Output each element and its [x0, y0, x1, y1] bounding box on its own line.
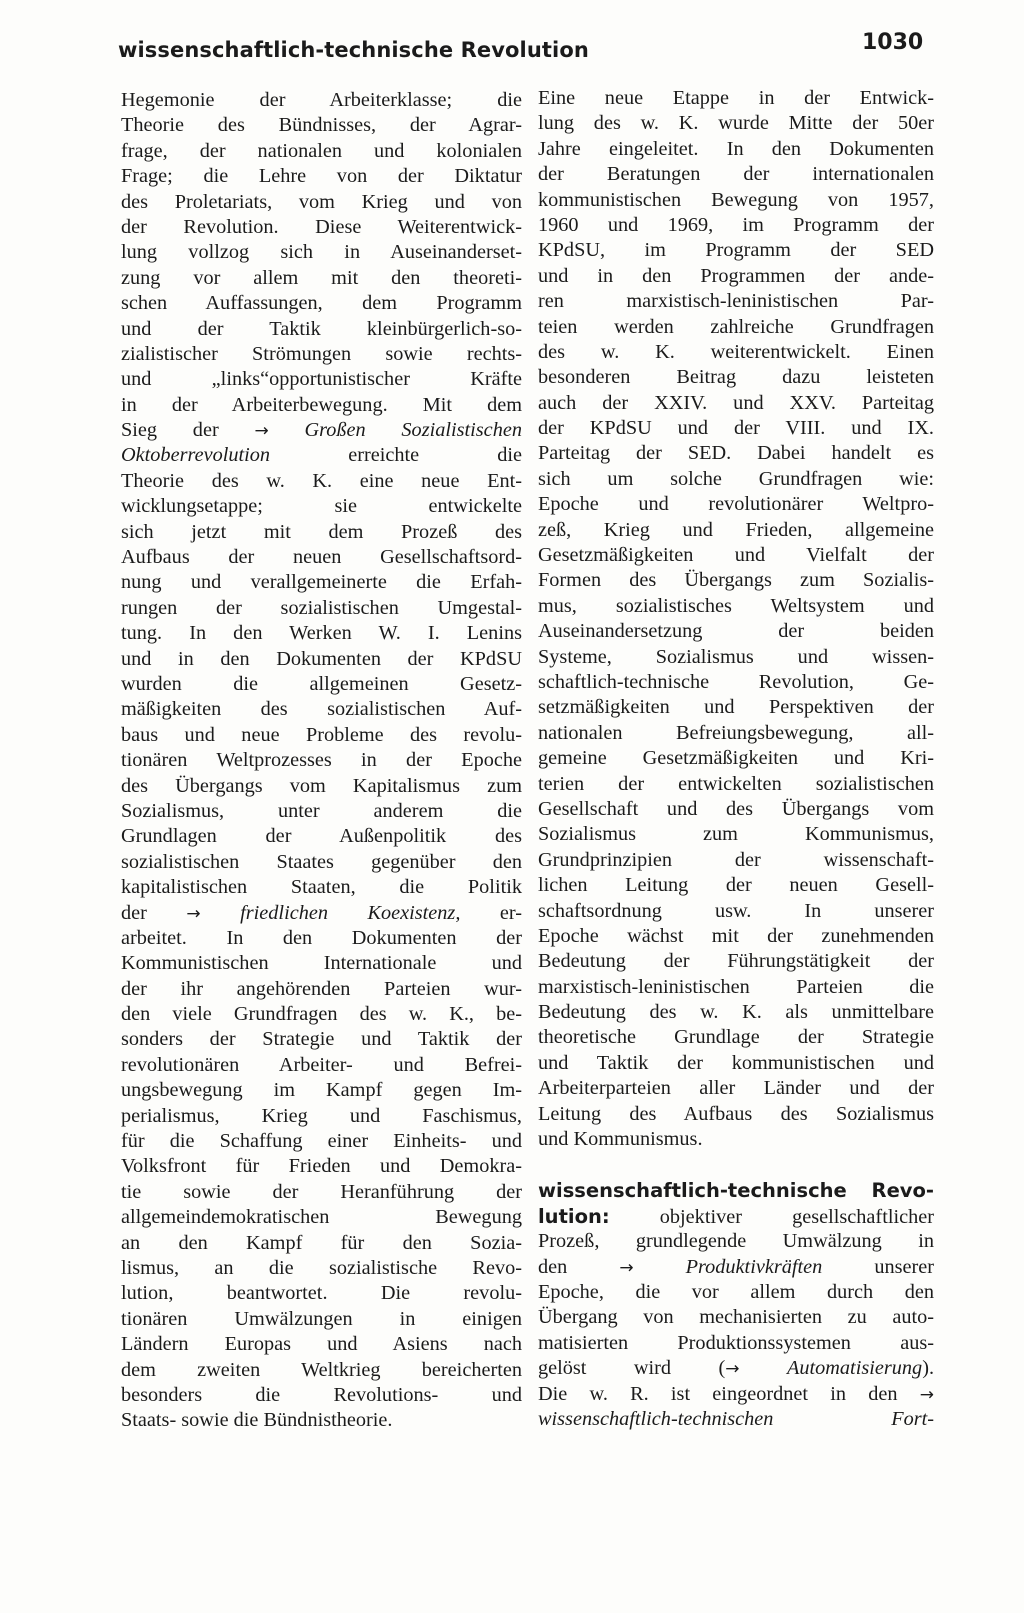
- text-line: Leitung des Aufbaus des Sozialismus: [538, 1102, 934, 1125]
- text-line: den viele Grundfragen des w. K., be-: [121, 1003, 522, 1026]
- text-line: Aufbaus der neuen Gesellschaftsord-: [121, 546, 522, 569]
- text-run: gelöst wird (: [538, 1357, 726, 1380]
- text-line: setzmäßigkeiten und Perspektiven der: [538, 696, 934, 719]
- text-line: mäßigkeiten des sozialistischen Auf-: [121, 698, 522, 721]
- text-line: sozialistischen Staates gegenüber den: [121, 850, 522, 873]
- text-line: revolutionären Arbeiter- und Befrei-: [121, 1053, 522, 1076]
- text-line: Theorie des w. K. eine neue Ent-: [121, 469, 522, 492]
- text-line: zung vor allem mit den theoreti-: [121, 266, 522, 289]
- text-line: rungen der sozialistischen Umgestal-: [121, 596, 522, 619]
- cross-reference-arrow-icon: →: [186, 903, 201, 924]
- text-line: allgemeindemokratischen Bewegung: [121, 1206, 522, 1229]
- text-line: schen Auffassungen, dem Programm: [121, 292, 522, 315]
- text-line: und Taktik der kommunistischen und: [538, 1051, 934, 1074]
- text-line: Volksfront für Frieden und Demokra-: [121, 1155, 522, 1178]
- cross-reference-arrow-icon: →: [725, 1359, 740, 1380]
- text-line: der Revolution. Diese Weiterentwick-: [121, 215, 522, 238]
- text-line: baus und neue Probleme des revolu-: [121, 723, 522, 746]
- entry-separator: [538, 1152, 934, 1178]
- text-line: lution, beantwortet. Die revolu-: [121, 1282, 522, 1305]
- left-column: [121, 88, 522, 1434]
- text-line: [121, 901, 522, 926]
- text-line: Prozeß, grundlegende Umwälzung in: [538, 1230, 934, 1253]
- cross-reference-arrow-icon: →: [254, 421, 269, 442]
- text-line: besonders die Revolutions- und: [121, 1383, 522, 1406]
- text-run: der: [121, 901, 147, 924]
- text-line: an den Kampf für den Sozia-: [121, 1231, 522, 1254]
- text-line: Staats- sowie die Bündnistheorie.: [121, 1409, 393, 1432]
- text-line: Sozialismus, unter anderem die: [121, 799, 522, 822]
- text-line: tie sowie der Heranführung der: [121, 1180, 522, 1203]
- text-line: lung vollzog sich in Auseinanderset-: [121, 241, 522, 264]
- text-line: Systeme, Sozialismus und wissen-: [538, 645, 934, 668]
- text-line: gemeine Gesetzmäßigkeiten und Kri-: [538, 747, 934, 770]
- text-line: des Proletariats, vom Krieg und von: [121, 190, 522, 213]
- text-line: Epoche wächst mit der zunehmenden: [538, 924, 934, 947]
- text-line: schaftsordnung usw. In unserer: [538, 899, 934, 922]
- text-line: und der Taktik kleinbürgerlich-so-: [121, 317, 522, 340]
- text-line: perialismus, Krieg und Faschismus,: [121, 1104, 522, 1127]
- text-line: Gesellschaft und des Übergangs vom: [538, 797, 934, 820]
- text-line: Jahre eingeleitet. In den Dokumenten: [538, 137, 934, 160]
- text-line: Bedeutung der Führungstätigkeit der: [538, 950, 934, 973]
- cross-reference-link[interactable]: Produktivkräften: [685, 1255, 823, 1278]
- text-run: erreichte die: [348, 444, 522, 467]
- text-line: des Übergangs vom Kapitalismus zum: [121, 774, 522, 797]
- text-line: tionären Umwälzungen in einigen: [121, 1307, 522, 1330]
- text-line: besonderen Beitrag dazu leisteten: [538, 366, 934, 389]
- text-line: [538, 1255, 934, 1280]
- text-line: terien der entwickelten sozialistischen: [538, 772, 934, 795]
- text-line: nung und verallgemeinerte die Erfah-: [121, 571, 522, 594]
- text-line: ren marxistisch-leninistischen Par-: [538, 290, 934, 313]
- text-line: auch der XXIV. und XXV. Parteitag: [538, 391, 934, 414]
- text-line: [538, 1356, 934, 1381]
- cross-reference-link[interactable]: Großen Sozialistischen: [304, 419, 522, 442]
- text-line: lung des w. K. wurde Mitte der 50er: [538, 112, 934, 135]
- text-line: Übergang von mechanisierten zu auto-: [538, 1306, 934, 1329]
- text-line: und in den Programmen der ande-: [538, 264, 934, 287]
- text-line: Auseinandersetzung der beiden: [538, 620, 934, 643]
- cross-reference-link[interactable]: Fort-: [891, 1407, 934, 1430]
- text-line: [538, 1178, 934, 1203]
- text-line: Eine neue Etappe in der Entwick-: [538, 87, 934, 109]
- text-line: des w. K. weiterentwickelt. Einen: [538, 340, 934, 363]
- text-line: Grundprinzipien der wissenschaft-: [538, 848, 934, 871]
- text-line: Epoche, die vor allem durch den: [538, 1280, 934, 1303]
- text-line: [121, 443, 522, 468]
- running-head: wissenschaftlich-technische Revolution: [118, 38, 589, 62]
- entry-headword: wissenschaftlich-technische Revo-: [538, 1179, 934, 1203]
- text-line: Parteitag der SED. Dabei handelt es: [538, 442, 934, 465]
- text-run: er-: [499, 901, 522, 924]
- text-line: KPdSU, im Programm der SED: [538, 239, 934, 262]
- text-line: und „links“opportunistischer Kräfte: [121, 368, 522, 391]
- text-line: Sozialismus zum Kommunismus,: [538, 823, 934, 846]
- text-line: [538, 1204, 934, 1229]
- text-line: Arbeiterparteien aller Länder und der: [538, 1077, 934, 1100]
- text-line: tung. In den Werken W. I. Lenins: [121, 622, 522, 645]
- text-line: wurden die allgemeinen Gesetz-: [121, 672, 522, 695]
- text-line: teien werden zahlreiche Grundfragen: [538, 315, 934, 338]
- text-line: wicklungsetappe; sie entwickelte: [121, 495, 522, 518]
- text-line: ungsbewegung im Kampf gegen Im-: [121, 1079, 522, 1102]
- text-line: lismus, an die sozialistische Revo-: [121, 1256, 522, 1279]
- text-line: sonders der Strategie und Taktik der: [121, 1028, 522, 1051]
- text-line: marxistisch-leninistischen Parteien die: [538, 975, 934, 998]
- text-line: Kommunistischen Internationale und: [121, 952, 522, 975]
- text-line: Formen des Übergangs zum Sozialis-: [538, 569, 934, 592]
- text-line: und in den Dokumenten der KPdSU: [121, 647, 522, 670]
- cross-reference-link[interactable]: wissenschaftlich-technischen: [538, 1407, 774, 1430]
- text-line: sich um solche Grundfragen wie:: [538, 467, 934, 490]
- text-line: Theorie des Bündnisses, der Agrar-: [121, 114, 522, 137]
- text-run: objektiver gesellschaftlicher: [659, 1205, 934, 1228]
- text-run: ).: [922, 1357, 935, 1380]
- text-line: [538, 1382, 934, 1407]
- text-line: der KPdSU und der VIII. und IX.: [538, 417, 934, 440]
- text-line: in der Arbeiterbewegung. Mit dem: [121, 393, 522, 416]
- text-line: [538, 1407, 934, 1432]
- text-line: sich jetzt mit dem Prozeß des: [121, 520, 522, 543]
- text-line: Epoche und revolutionärer Weltpro-: [538, 493, 934, 516]
- cross-reference-link[interactable]: Oktoberrevolution: [121, 444, 271, 467]
- text-line: lichen Leitung der neuen Gesell-: [538, 874, 934, 897]
- cross-reference-link[interactable]: friedlichen Koexistenz,: [240, 901, 461, 924]
- text-line: für die Schaffung einer Einheits- und: [121, 1130, 522, 1153]
- text-line: frage, der nationalen und kolonialen: [121, 139, 522, 162]
- text-line: Ländern Europas und Asiens nach: [121, 1333, 522, 1356]
- text-line: kommunistischen Bewegung von 1957,: [538, 188, 934, 211]
- text-line: tionären Weltprozesses in der Epoche: [121, 749, 522, 772]
- text-line: der Beratungen der internationalen: [538, 163, 934, 186]
- text-run: den: [538, 1255, 568, 1278]
- text-line: der ihr angehörenden Parteien wur-: [121, 977, 522, 1000]
- text-line: schaftlich-technische Revolution, Ge-: [538, 670, 934, 693]
- text-line: [121, 418, 522, 443]
- text-line: dem zweiten Weltkrieg bereicherten: [121, 1358, 522, 1381]
- text-line: Bedeutung des w. K. als unmittelbare: [538, 1001, 934, 1024]
- text-run: unserer: [874, 1255, 934, 1278]
- text-line: zeß, Krieg und Frieden, allgemeine: [538, 518, 934, 541]
- text-run: Die w. R. ist eingeordnet in den: [538, 1382, 898, 1405]
- text-run: Sieg der: [121, 419, 219, 442]
- text-line: matisierten Produktionssystemen aus-: [538, 1331, 934, 1354]
- text-line: zialistischer Strömungen sowie rechts-: [121, 342, 522, 365]
- page-number: 1030: [862, 30, 924, 55]
- cross-reference-arrow-icon: →: [619, 1257, 634, 1278]
- text-line: mus, sozialistisches Weltsystem und: [538, 594, 934, 617]
- text-line: kapitalistischen Staaten, die Politik: [121, 876, 522, 899]
- entry-headword: lution:: [538, 1204, 610, 1228]
- text-line: arbeitet. In den Dokumenten der: [121, 926, 522, 949]
- cross-reference-arrow-icon: →: [919, 1384, 934, 1405]
- dictionary-entry: [538, 1178, 934, 1432]
- text-line: Hegemonie der Arbeiterklasse; die: [121, 89, 522, 111]
- text-line: nationalen Befreiungsbewegung, all-: [538, 721, 934, 744]
- text-line: 1960 und 1969, im Programm der: [538, 213, 934, 236]
- text-line: und Kommunismus.: [538, 1128, 703, 1151]
- text-line: Frage; die Lehre von der Diktatur: [121, 165, 522, 188]
- text-line: Gesetzmäßigkeiten und Vielfalt der: [538, 544, 934, 567]
- cross-reference-link[interactable]: Automatisierung: [786, 1357, 923, 1380]
- right-column: [538, 86, 934, 1432]
- text-line: Grundlagen der Außenpolitik des: [121, 825, 522, 848]
- text-line: theoretische Grundlage der Strategie: [538, 1026, 934, 1049]
